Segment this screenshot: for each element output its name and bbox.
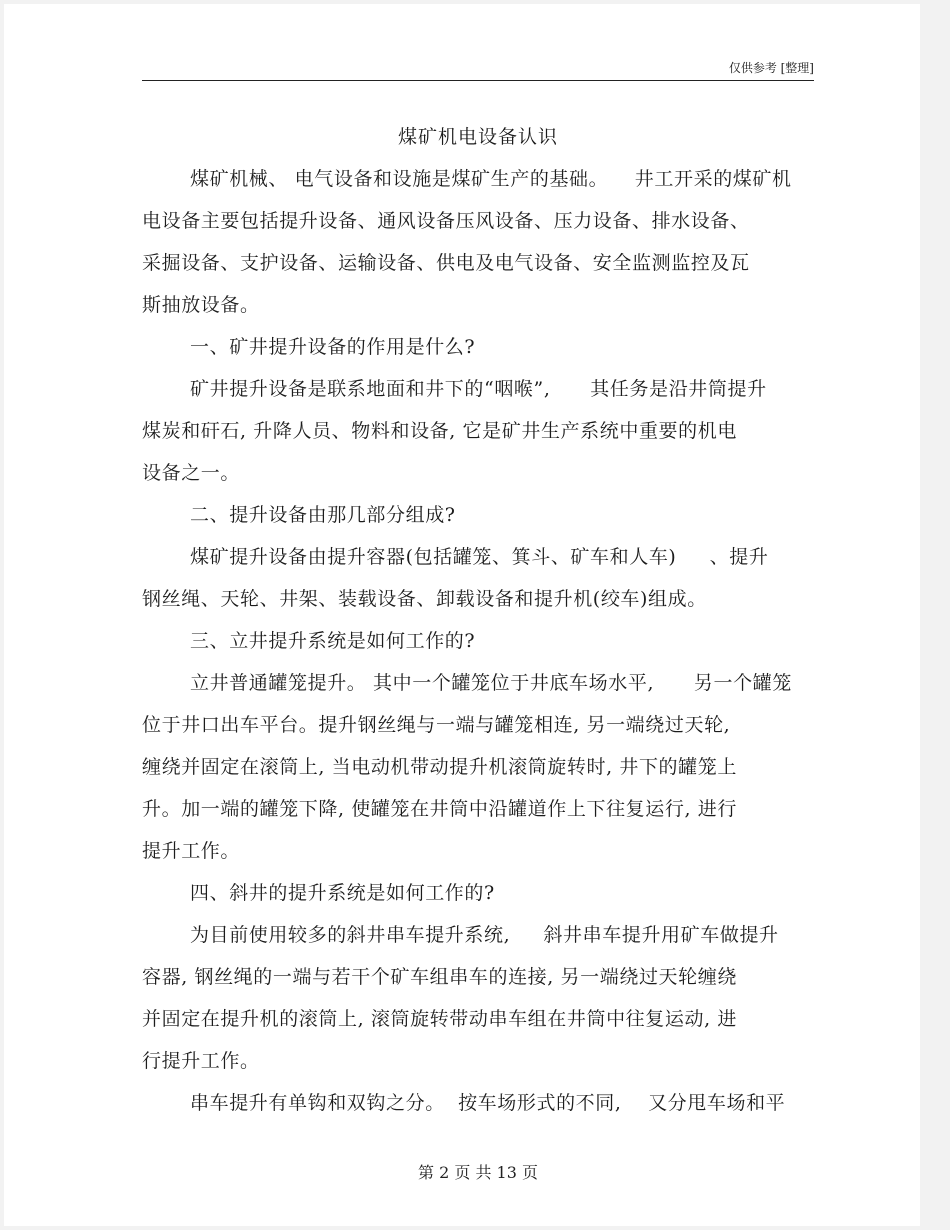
body-line: 矿井提升设备是联系地面和井下的“咽喉”, 其任务是沿井筒提升 — [190, 378, 767, 400]
body-line: 设备之一。 — [142, 462, 241, 484]
document-title: 煤矿机电设备认识 — [397, 126, 558, 148]
body-line: 为目前使用较多的斜井串车提升系统, 斜井串车提升用矿车做提升 — [190, 924, 779, 946]
body-line: 并固定在提升机的滚筒上, 滚筒旋转带动串车组在井筒中往复运动, 进 — [142, 1008, 737, 1030]
body-line: 钢丝绳、天轮、井架、装载设备、卸载设备和提升机(绞车)组成。 — [142, 588, 707, 610]
body-line: 煤矿提升设备由提升容器(包括罐笼、箕斗、矿车和人车) 、提升 — [190, 546, 769, 568]
body-line: 升。加一端的罐笼下降, 使罐笼在井筒中沿罐道作上下往复运行, 进行 — [142, 798, 737, 820]
body-line: 采掘设备、支护设备、运输设备、供电及电气设备、安全监测监控及瓦 — [142, 252, 750, 274]
header-rule — [142, 80, 814, 81]
body-line: 立井普通罐笼提升。 其中一个罐笼位于井底车场水平, 另一个罐笼 — [190, 672, 792, 694]
body-line: 提升工作。 — [142, 840, 241, 862]
body-line: 串车提升有单钩和双钩之分。 按车场形式的不同, 又分甩车场和平 — [190, 1092, 786, 1114]
question-heading: 三、立井提升系统是如何工作的? — [190, 630, 476, 652]
page-number-footer: 第 2 页 共 13 页 — [418, 1163, 538, 1182]
question-heading: 四、斜井的提升系统是如何工作的? — [190, 882, 495, 904]
page-header-note: 仅供参考 [整理] — [728, 61, 814, 75]
body-line: 电设备主要包括提升设备、通风设备压风设备、压力设备、排水设备、 — [142, 210, 750, 232]
body-line: 煤炭和矸石, 升降人员、物料和设备, 它是矿井生产系统中重要的机电 — [142, 420, 737, 442]
body-line: 斯抽放设备。 — [142, 294, 260, 316]
question-heading: 二、提升设备由那几部分组成? — [190, 504, 456, 526]
body-line: 容器, 钢丝绳的一端与若干个矿车组串车的连接, 另一端绕过天轮缠绕 — [142, 966, 737, 988]
body-line: 煤矿机械、 电气设备和设施是煤矿生产的基础。 井工开采的煤矿机 — [190, 168, 792, 190]
body-line: 位于井口出车平台。提升钢丝绳与一端与罐笼相连, 另一端绕过天轮, — [142, 714, 731, 736]
body-line: 缠绕并固定在滚筒上, 当电动机带动提升机滚筒旋转时, 井下的罐笼上 — [142, 756, 737, 778]
question-heading: 一、矿井提升设备的作用是什么? — [190, 336, 476, 358]
body-line: 行提升工作。 — [142, 1050, 260, 1072]
document-page — [4, 4, 920, 1226]
